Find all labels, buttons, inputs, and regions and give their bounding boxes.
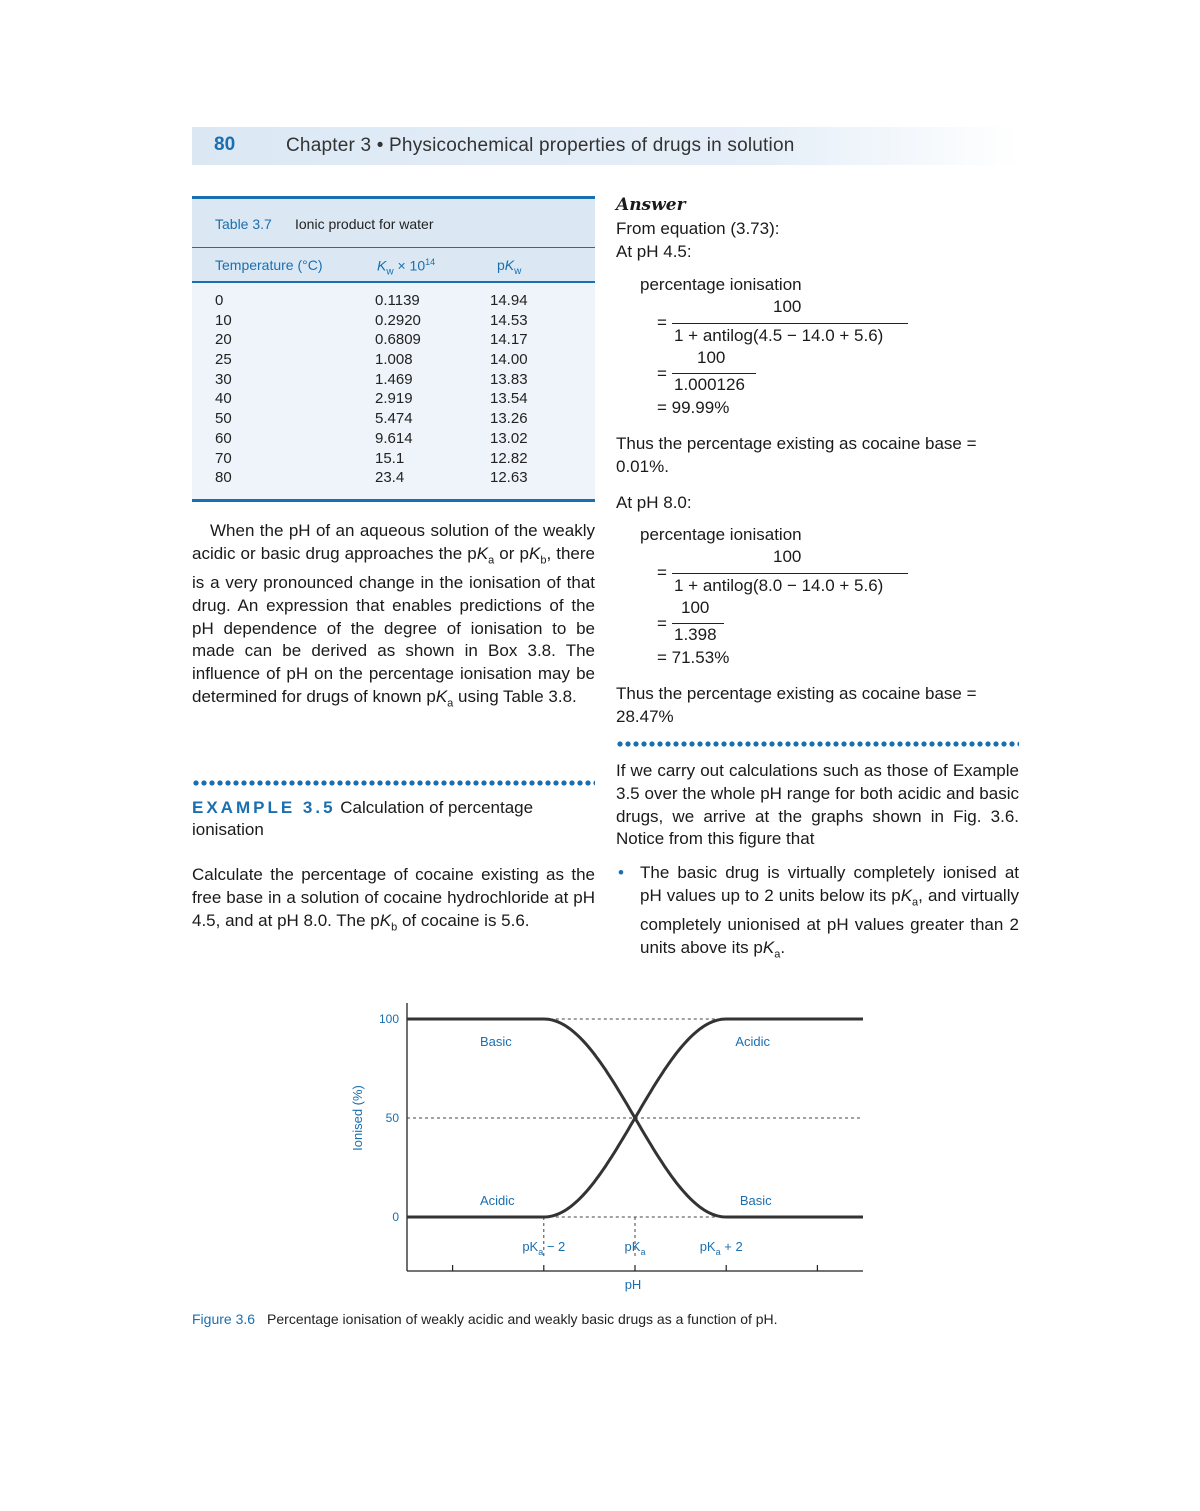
table-cell: 20 [215,331,232,349]
frac4-den: 1.398 [674,625,717,644]
example-title: Calculation of percentage ionisation [192,798,534,839]
table-cell: 25 [215,351,232,369]
col-kw: $K_w \times 10^{14}$ [377,257,436,278]
table-cell: 70 [215,449,232,467]
page-number: 80 [214,134,236,155]
answer-line-equation: From equation (3.73): [616,219,780,238]
table-row [192,469,595,489]
table-cell: 5.474 [375,410,413,428]
col-temperature: Temperature (°C) [215,257,323,273]
example-heading [192,797,595,841]
frac1-num: 100 [773,297,802,316]
table-cell: 12.82 [490,449,528,467]
conclusion-1: Thus the percentage existing as cocaine base = 0.01%. [616,434,977,476]
y-tick-label: 100 [378,1012,399,1026]
table-cell: 2.919 [375,390,413,408]
table-row [192,292,595,312]
table-cell: 15.1 [375,449,405,467]
answer-line-ph45: At pH 4.5: [616,242,692,261]
table-cell: 12.63 [490,469,528,487]
table-cell: 0.2920 [375,311,421,329]
table-cell: 80 [215,469,232,487]
table-header-row [192,247,595,283]
bullet-list [616,862,1019,966]
table-caption [192,196,595,247]
running-title: Chapter 3 • Physicochemical properties of drugs in solution [286,135,795,156]
frac1-den: 1 + antilog(4.5 − 14.0 + 5.6) [674,326,884,345]
table-cell: 13.83 [490,370,528,388]
label-basic-bottom: Basic [739,1193,772,1208]
x-tick-label: $pK_a - 2$ [522,1239,566,1257]
answer-title: Answer [616,195,686,215]
table-3-7 [192,196,595,502]
table-cell: 14.94 [490,292,528,309]
conclusion-2: Thus the percentage existing as cocaine base = 28.47% [616,684,977,726]
label-acidic-bottom: Acidic [479,1193,515,1208]
x-axis-label: pH [624,1277,642,1292]
table-cell: 50 [215,410,232,428]
table-cell: 40 [215,390,232,408]
table-body [192,283,595,502]
table-cell: 1.008 [375,351,413,369]
table-cell: 23.4 [375,469,405,487]
y-tick-label: 50 [385,1111,399,1125]
table-cell: 13.26 [490,410,528,428]
fraction-bar [672,573,908,574]
table-cell: 9.614 [375,429,413,447]
figure-3-6-chart [340,995,880,1295]
result-1: = 99.99% [657,398,730,417]
table-cell: 0.1139 [375,292,420,309]
table-row [192,430,595,450]
figure-caption-text: Percentage ionisation of weakly acidic and weakly basic drugs as a function of pH. [267,1311,778,1327]
paragraph-ionisation: When the pH of an aqueous solution of the weakly acidic or basic drug approaches the $pK_a$ or $pK_b$, there is a very pronounced change in the ionisation of that drug. An expression that enables predictions of the pH dependence of the degree of ionisation to be made can be derived as shown in Box 3.8. The influence of pH on the percentage ionisation may be determined for drugs of known $pK_a$ using Table 3.8. [192,521,595,710]
table-row [192,331,595,351]
eq-sign-4: = [657,614,667,633]
col-pkw: $pK_w$ [497,257,522,277]
fraction-bar [672,323,908,324]
answer-line-ph80: At pH 8.0: [616,493,692,512]
table-row [192,410,595,430]
figure-caption [192,1311,778,1327]
table-title: Ionic product for water [295,216,434,232]
table-cell: 30 [215,370,232,388]
example-text: Calculate the percentage of cocaine existing as the free base in a solution of cocaine hydrochloride at pH 4.5, and at pH 8.0. The $pK_b$ of cocaine is 5.6. [192,865,595,933]
frac2-den: 1.000126 [674,375,745,394]
bullet-basic-drug: • The basic drug is virtually completely ionised at pH values up to 2 units below its $pK_a$, and virtually completely unionised at pH values greater than 2 units above its $pK_a$. [616,862,1019,966]
table-row [192,371,595,391]
table-cell: 14.00 [490,351,528,369]
label-acidic-top: Acidic [735,1034,771,1049]
table-row [192,351,595,371]
table-row [192,450,595,470]
eq-sign-3: = [657,563,667,582]
dotted-rule [616,741,1019,747]
frac4-num: 100 [681,598,710,617]
frac3-den: 1 + antilog(8.0 − 14.0 + 5.6) [674,576,884,595]
x-tick-label: $pK_a + 2$ [699,1239,743,1257]
table-label: Table 3.7 [215,216,272,232]
y-axis-label: Ionised (%) [350,1085,365,1151]
eq-sign-2: = [657,364,667,383]
table-cell: 1.469 [375,370,413,388]
table-row [192,390,595,410]
frac2-num: 100 [697,348,726,367]
eq-sign-1: = [657,313,667,332]
table-cell: 10 [215,311,232,329]
table-cell: 13.02 [490,429,528,447]
table-cell: 14.17 [490,331,528,349]
frac3-num: 100 [773,547,802,566]
pi-label-1: percentage ionisation [640,275,802,294]
fraction-bar [672,373,756,374]
paragraph-graphs: If we carry out calculations such as those of Example 3.5 over the whole pH range for both acidic and basic drugs, we arrive at the graphs shown in Fig. 3.6. Notice from this figure that [616,761,1019,849]
table-cell: 14.53 [490,311,528,329]
result-2: = 71.53% [657,648,730,667]
label-basic-top: Basic [479,1034,512,1049]
dotted-rule [192,780,595,786]
y-tick-label: 0 [392,1210,399,1224]
table-cell: 60 [215,429,232,447]
table-cell: 13.54 [490,390,528,408]
fraction-bar [672,623,724,624]
table-cell: 0 [215,292,224,309]
pi-label-2: percentage ionisation [640,525,802,544]
figure-label: Figure 3.6 [192,1311,256,1327]
x-tick-label: $pK_a$ [624,1239,646,1257]
running-header [192,127,1020,165]
table-cell: 0.6809 [375,331,421,349]
example-label: EXAMPLE 3.5 [192,798,336,817]
table-row [192,312,595,332]
